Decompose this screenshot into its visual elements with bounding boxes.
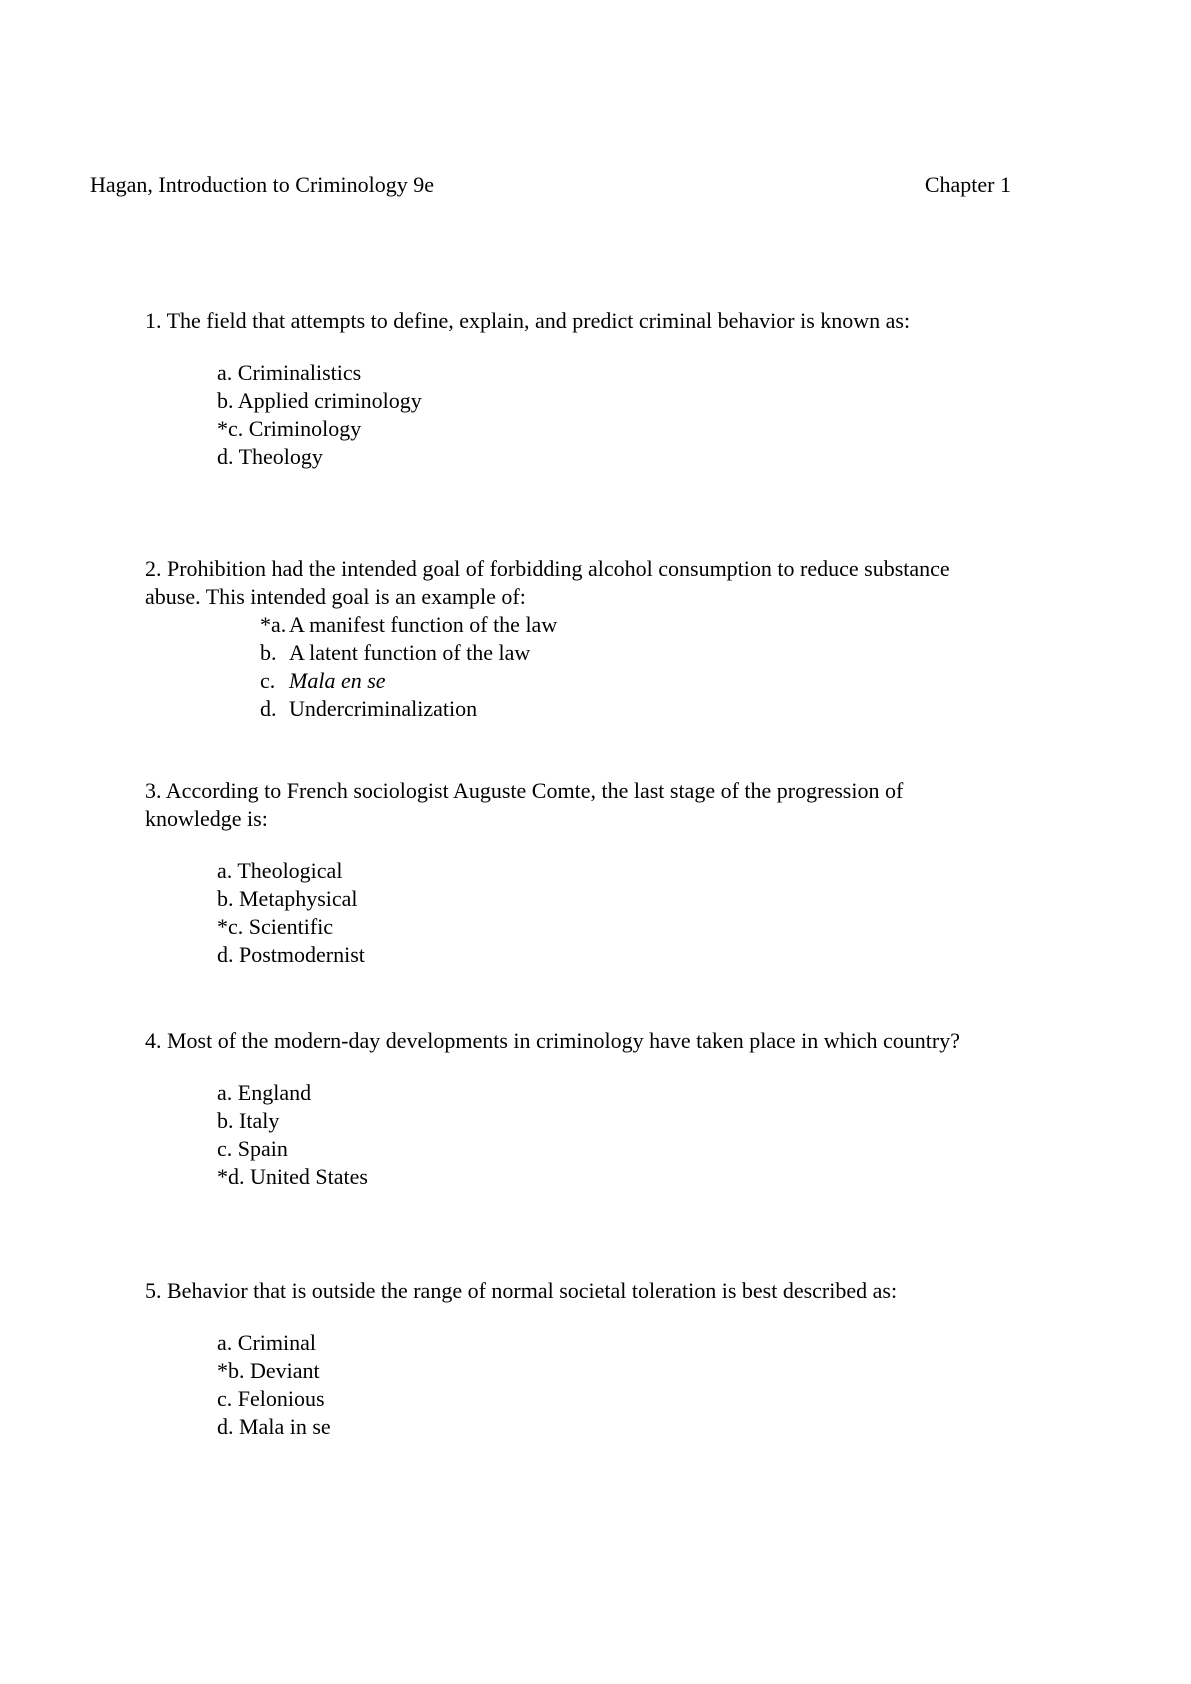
answer-option-a: a. Theological (217, 858, 343, 883)
answer-option-b: b. Italy (217, 1108, 280, 1133)
question-1 (145, 307, 1005, 469)
question-3 (145, 777, 1005, 967)
option-letter: d. (260, 696, 277, 721)
answer-option-b: b. Applied criminology (217, 388, 422, 413)
answer-option-d: *d. United States (217, 1164, 368, 1189)
option-label: Mala en se (289, 668, 386, 693)
document-title: Hagan, Introduction to Criminology 9e (90, 172, 434, 197)
question-4 (145, 1027, 1005, 1189)
answer-option-b: *b. Deviant (217, 1358, 320, 1383)
question-5 (145, 1277, 1005, 1439)
question-text: 1. The field that attempts to define, explain, and predict criminal behavior is known as: (145, 308, 911, 333)
answer-options (217, 359, 1077, 471)
option-label: Undercriminalization (289, 696, 478, 721)
answer-option-b: b. Metaphysical (217, 886, 358, 911)
answer-option-b (260, 639, 1120, 667)
answer-option-d: d. Mala in se (217, 1414, 331, 1439)
question-2 (145, 555, 1005, 723)
answer-options (217, 1079, 1077, 1191)
answer-options (217, 1329, 1077, 1441)
answer-option-d: d. Postmodernist (217, 942, 365, 967)
answer-options (217, 857, 1077, 969)
answer-option-a: a. England (217, 1080, 312, 1105)
answer-option-c: *c. Scientific (217, 914, 334, 939)
option-letter: c. (260, 668, 276, 693)
answer-option-a: a. Criminalistics (217, 360, 362, 385)
answer-option-c: *c. Criminology (217, 416, 362, 441)
question-text: 5. Behavior that is outside the range of normal societal toleration is best described as: (145, 1278, 898, 1303)
chapter-label: Chapter 1 (924, 172, 1011, 197)
question-text: 4. Most of the modern-day developments in criminology have taken place in which country? (145, 1028, 960, 1053)
question-text: 2. Prohibition had the intended goal of forbidding alcohol consumption to reduce substance abuse. This intended goal is an example of: (145, 556, 950, 609)
answer-option-c: c. Spain (217, 1136, 288, 1161)
answer-options (260, 611, 1120, 723)
option-letter: *a. (260, 612, 287, 637)
question-text: 3. According to French sociologist Auguste Comte, the last stage of the progression of knowledge is: (145, 778, 904, 831)
answer-option-d: d. Theology (217, 444, 323, 469)
option-label: A manifest function of the law (289, 612, 558, 637)
option-label: A latent function of the law (289, 640, 531, 665)
answer-option-d (260, 695, 1120, 723)
answer-option-c: c. Felonious (217, 1386, 325, 1411)
option-letter: b. (260, 640, 277, 665)
answer-option-a: a. Criminal (217, 1330, 316, 1355)
answer-option-a (260, 611, 1120, 639)
answer-option-c (260, 667, 1120, 695)
